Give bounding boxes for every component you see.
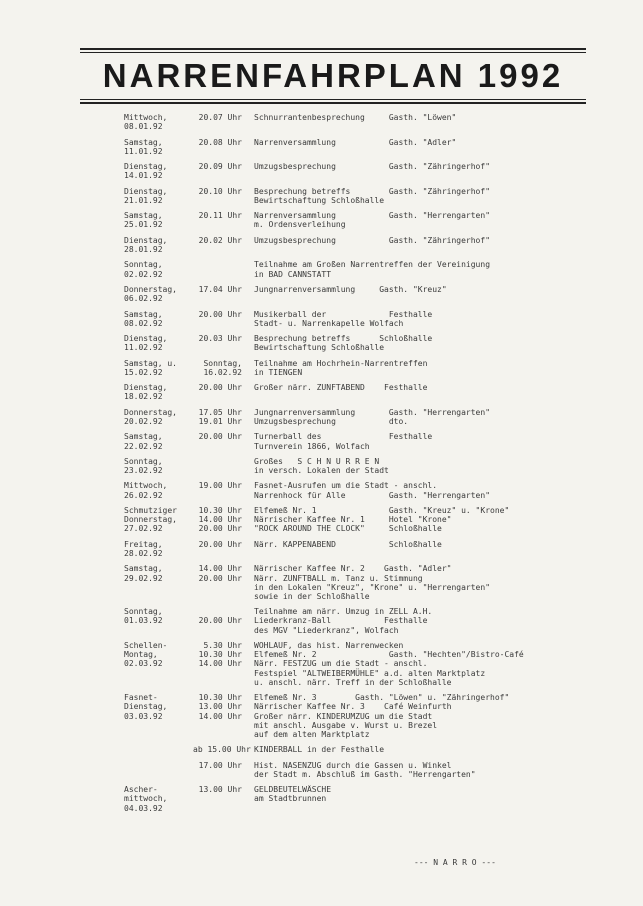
entry-day-line: Sonntag, xyxy=(124,260,163,270)
entry-event xyxy=(254,260,564,278)
entry-event-line: in BAD CANNSTATT xyxy=(254,269,332,279)
entry-time-line: 14.00 Uhr xyxy=(198,659,242,669)
entry-event xyxy=(254,138,564,156)
entry-day-line: 14.01.92 xyxy=(124,171,163,181)
entry-event-line: in TIENGEN xyxy=(254,367,303,377)
entry-time-line: 13.00 Uhr xyxy=(198,702,242,712)
entry-event-line: Festspiel "ALTWEIBERMÜHLE" a.d. alten Marktplatz xyxy=(254,668,486,678)
entry-time xyxy=(193,236,254,254)
entry-time xyxy=(193,138,254,156)
entry-day-line: 11.01.92 xyxy=(124,146,163,156)
entry-day xyxy=(124,138,193,156)
entry-event-line: Turnerball des Festhalle xyxy=(254,432,433,442)
entry-day-line: 06.02.92 xyxy=(124,294,163,304)
entry-time-line: 20.00 Uhr xyxy=(198,432,242,442)
entry-day-line: Samstag, xyxy=(124,309,163,319)
entry-time xyxy=(193,310,254,328)
entry-day-line: 11.02.92 xyxy=(124,343,163,353)
entry-day xyxy=(124,641,193,687)
entry-time xyxy=(193,334,254,352)
schedule-entry xyxy=(124,285,564,303)
entry-event-line: Bewirtschaftung Schloßhalle xyxy=(254,343,385,353)
entry-day xyxy=(124,785,193,813)
entry-time-line: 10.30 Uhr xyxy=(198,650,242,660)
entry-event xyxy=(254,211,564,229)
entry-event-line: der Stadt m. Abschluß im Gasth. "Herrengarten" xyxy=(254,769,476,779)
entry-time-line: 16.02.92 xyxy=(198,367,242,377)
entry-event xyxy=(254,481,564,499)
entry-time-line: 5.30 Uhr xyxy=(203,641,242,650)
schedule-entry xyxy=(124,334,564,352)
entry-event xyxy=(254,310,564,328)
entry-event xyxy=(254,693,564,739)
entry-time-line: 20.00 Uhr xyxy=(198,309,242,319)
entry-event-line: Besprechung betreffs Gasth. "Zähringerhof" xyxy=(254,186,491,196)
entry-event-line: Närrischer Kaffee Nr. 2 Gasth. "Adler" xyxy=(254,564,452,574)
entry-event-line: Närrischer Kaffee Nr. 1 Hotel "Krone" xyxy=(254,515,452,525)
entry-day xyxy=(124,383,193,401)
entry-day xyxy=(124,187,193,205)
entry-day-line: Dienstag, xyxy=(124,334,168,344)
entry-day-line: Dienstag, xyxy=(124,702,168,712)
entry-day-line: Freitag, xyxy=(124,539,163,549)
entry-event-line: des MGV "Liederkranz", Wolfach xyxy=(254,625,399,635)
entry-day-line: Dienstag, xyxy=(124,235,168,245)
schedule-entry xyxy=(124,745,564,754)
entry-time-line xyxy=(193,607,242,616)
entry-time-line: 20.03 Uhr xyxy=(198,334,242,344)
entry-time-line: 20.00 Uhr xyxy=(198,383,242,393)
entry-day xyxy=(124,310,193,328)
entry-day xyxy=(124,761,193,779)
entry-time-line: 14.00 Uhr xyxy=(198,515,242,525)
entry-event xyxy=(254,236,564,254)
entry-time-line: 13.00 Uhr xyxy=(198,785,242,795)
entry-day-line: 08.01.92 xyxy=(124,122,163,132)
entry-time xyxy=(193,641,254,687)
entry-day-line: 25.01.92 xyxy=(124,220,163,230)
entry-event xyxy=(254,162,564,180)
entry-time xyxy=(193,506,254,534)
entry-event-line: WOHLAUF, das hist. Narrenwecken xyxy=(254,641,404,650)
entry-time xyxy=(193,260,254,278)
schedule-entry xyxy=(124,607,564,635)
entry-day-line: 21.01.92 xyxy=(124,195,163,205)
entry-event-line: Narrenversammlung Gasth. "Adler" xyxy=(254,137,457,147)
entry-day-line: Donnerstag, xyxy=(124,515,177,525)
entry-time xyxy=(193,285,254,303)
entry-event xyxy=(254,564,564,601)
entry-event-line: Elfemeß Nr. 2 Gasth. "Hechten"/Bistro-Café xyxy=(254,650,524,660)
entry-day xyxy=(124,359,193,377)
entry-day xyxy=(124,334,193,352)
entry-day-line: 08.02.92 xyxy=(124,318,163,328)
entry-event-line: m. Ordensverleihung xyxy=(254,220,346,230)
entry-event-line: Teilnahme am närr. Umzug in ZELL A.H. xyxy=(254,607,433,617)
entry-event xyxy=(254,408,564,426)
schedule-list xyxy=(124,113,564,819)
schedule-entry xyxy=(124,693,564,739)
entry-day xyxy=(124,260,193,278)
schedule-entry xyxy=(124,359,564,377)
entry-time-line: 20.00 Uhr xyxy=(198,539,242,549)
entry-day-line: 23.02.92 xyxy=(124,466,163,476)
entry-event xyxy=(254,334,564,352)
entry-time-line xyxy=(193,260,242,269)
schedule-entry xyxy=(124,481,564,499)
entry-event-line: Jungnarrenversammlung Gasth. "Herrengarten" xyxy=(254,407,491,417)
entry-day-line: Samstag, xyxy=(124,211,163,221)
entry-day-line: Samstag, xyxy=(124,432,163,442)
entry-event-line: Narrenversammlung Gasth. "Herrengarten" xyxy=(254,211,491,221)
entry-time-line: 14.00 Uhr xyxy=(198,564,242,574)
entry-event-line: Teilnahme am Großen Narrentreffen der Vereinigung xyxy=(254,260,491,270)
schedule-entry xyxy=(124,310,564,328)
entry-day-line: Donnerstag, xyxy=(124,284,177,294)
entry-day xyxy=(124,693,193,739)
entry-event-line: "ROCK AROUND THE CLOCK" Schloßhalle xyxy=(254,524,442,534)
entry-day-line: 02.02.92 xyxy=(124,269,163,279)
entry-day-line: Schmutziger xyxy=(124,506,177,515)
entry-event-line: GELDBEUTELWÄSCHE xyxy=(254,785,332,795)
schedule-entry xyxy=(124,641,564,687)
entry-time xyxy=(193,607,254,635)
entry-time-line: 19.00 Uhr xyxy=(198,481,242,491)
entry-time-line xyxy=(193,457,242,466)
entry-event-line: Großer närr. KINDERUMZUG um die Stadt xyxy=(254,711,433,721)
entry-event-line: Närrischer Kaffee Nr. 3 Café Weinfurth xyxy=(254,702,452,712)
schedule-entry xyxy=(124,187,564,205)
entry-time xyxy=(193,761,254,779)
schedule-entry xyxy=(124,260,564,278)
entry-day-line: 28.02.92 xyxy=(124,548,163,558)
page-title: NARRENFAHRPLAN 1992 xyxy=(102,57,564,94)
entry-event-line: Elfemeß Nr. 1 Gasth. "Kreuz" u. "Krone" xyxy=(254,506,510,515)
entry-day-line: Dienstag, xyxy=(124,186,168,196)
entry-day-line: 22.02.92 xyxy=(124,441,163,451)
entry-day-line: Mittwoch, xyxy=(124,113,168,122)
entry-time xyxy=(193,383,254,401)
entry-time xyxy=(193,693,254,739)
entry-day-line: 29.02.92 xyxy=(124,573,163,583)
entry-event-line: sowie in der Schloßhalle xyxy=(254,591,370,601)
entry-event-line: Schnurrantenbesprechung Gasth. "Löwen" xyxy=(254,113,457,122)
schedule-entry xyxy=(124,432,564,450)
entry-time xyxy=(193,162,254,180)
entry-event-line: Fasnet-Ausrufen um die Stadt - anschl. xyxy=(254,481,438,491)
entry-time-line: Sonntag, xyxy=(198,358,242,368)
entry-time-line: 10.30 Uhr xyxy=(198,506,242,515)
entry-event-line: Umzugsbesprechung Gasth. "Zähringerhof" xyxy=(254,235,491,245)
entry-time xyxy=(193,785,254,813)
entry-event xyxy=(254,506,564,534)
entry-day-line: 26.02.92 xyxy=(124,490,163,500)
entry-event-line: KINDERBALL in der Festhalle xyxy=(254,745,385,755)
entry-event-line: Narrenhock für Alle Gasth. "Herrengarten" xyxy=(254,490,491,500)
entry-event-line: Hist. NASENZUG durch die Gassen u. Winkel xyxy=(254,760,452,770)
entry-day xyxy=(124,506,193,534)
entry-day-line: 20.02.92 xyxy=(124,416,163,426)
entry-day-line: Montag, xyxy=(124,650,158,660)
entry-day-line: Schellen- xyxy=(124,641,168,650)
entry-day-line: 27.02.92 xyxy=(124,524,163,534)
entry-day xyxy=(124,457,193,475)
entry-time xyxy=(193,745,254,754)
entry-time xyxy=(193,540,254,558)
entry-day xyxy=(124,564,193,601)
schedule-entry xyxy=(124,162,564,180)
entry-day-line: 15.02.92 xyxy=(124,367,163,377)
entry-day xyxy=(124,745,193,754)
title-block xyxy=(80,48,586,104)
entry-time-line: 20.02 Uhr xyxy=(198,235,242,245)
schedule-entry xyxy=(124,113,564,131)
entry-event xyxy=(254,785,564,813)
title-rule-bottom xyxy=(80,99,586,104)
entry-day-line: Fasnet- xyxy=(124,693,158,703)
entry-day-line: 18.02.92 xyxy=(124,392,163,402)
entry-time-line: 17.00 Uhr xyxy=(198,760,242,770)
entry-event-line: Närr. KAPPENABEND Schloßhalle xyxy=(254,539,442,549)
entry-event xyxy=(254,761,564,779)
entry-time xyxy=(193,113,254,131)
entry-event-line: Bewirtschaftung Schloßhalle xyxy=(254,195,385,205)
entry-day xyxy=(124,285,193,303)
entry-event xyxy=(254,383,564,401)
entry-day-line: Samstag, u. xyxy=(124,358,177,368)
entry-time-line: 20.10 Uhr xyxy=(198,186,242,196)
entry-time xyxy=(193,457,254,475)
entry-time-line: 20.08 Uhr xyxy=(198,137,242,147)
entry-event-line: Umzugsbesprechung Gasth. "Zähringerhof" xyxy=(254,162,491,172)
entry-time-line: 20.09 Uhr xyxy=(198,162,242,172)
entry-time xyxy=(193,481,254,499)
entry-time-line: 20.00 Uhr xyxy=(198,616,242,626)
entry-day-line: 02.03.92 xyxy=(124,659,163,669)
entry-day xyxy=(124,408,193,426)
entry-day-line xyxy=(124,745,193,754)
entry-day xyxy=(124,481,193,499)
entry-event xyxy=(254,745,564,754)
entry-time-line: ab 15.00 Uhr xyxy=(193,745,251,755)
schedule-entry xyxy=(124,211,564,229)
entry-event-line: Besprechung betreffs Schloßhalle xyxy=(254,334,433,344)
entry-event-line: Jungnarrenversammlung Gasth. "Kreuz" xyxy=(254,284,447,294)
entry-day xyxy=(124,540,193,558)
entry-event xyxy=(254,607,564,635)
entry-time-line: 20.00 Uhr xyxy=(198,573,242,583)
entry-time-line: 17.05 Uhr xyxy=(198,407,242,417)
entry-day xyxy=(124,211,193,229)
schedule-entry xyxy=(124,564,564,601)
entry-event-line: Großes S C H N U R R E N xyxy=(254,456,380,466)
schedule-entry xyxy=(124,761,564,779)
entry-day-line: Samstag, xyxy=(124,564,163,574)
entry-day-line: mittwoch, xyxy=(124,794,168,804)
entry-event xyxy=(254,457,564,475)
entry-day xyxy=(124,607,193,635)
schedule-entry xyxy=(124,236,564,254)
entry-event xyxy=(254,641,564,687)
entry-event xyxy=(254,187,564,205)
entry-event-line: Musikerball der Festhalle xyxy=(254,309,433,319)
schedule-entry xyxy=(124,408,564,426)
entry-event-line: u. anschl. närr. Treff in der Schloßhalle xyxy=(254,677,452,687)
entry-event-line: Närr. FESTZUG um die Stadt - anschl. xyxy=(254,659,428,669)
entry-time xyxy=(193,211,254,229)
entry-day xyxy=(124,162,193,180)
entry-day-line: 04.03.92 xyxy=(124,803,163,813)
entry-event xyxy=(254,113,564,131)
entry-time xyxy=(193,359,254,377)
entry-day-line: Dienstag, xyxy=(124,162,168,172)
entry-time-line: 14.00 Uhr xyxy=(198,711,242,721)
entry-day-line: 01.03.92 xyxy=(124,616,163,626)
entry-day xyxy=(124,236,193,254)
entry-event-line: mit anschl. Ausgabe v. Wurst u. Brezel xyxy=(254,720,438,730)
entry-event-line: in versch. Lokalen der Stadt xyxy=(254,466,389,476)
schedule-entry xyxy=(124,506,564,534)
entry-day-line: Ascher- xyxy=(124,785,158,795)
entry-event-line: in den Lokalen "Kreuz", "Krone" u. "Herrengarten" xyxy=(254,582,491,592)
entry-time-line: 19.01 Uhr xyxy=(198,416,242,426)
schedule-entry xyxy=(124,540,564,558)
entry-event-line: Elfemeß Nr. 3 Gasth. "Löwen" u. "Zähringerhof" xyxy=(254,693,510,703)
entry-day-line: 28.01.92 xyxy=(124,245,163,254)
entry-day-line: Donnerstag, xyxy=(124,407,177,417)
entry-time xyxy=(193,408,254,426)
entry-time xyxy=(193,187,254,205)
schedule-entry xyxy=(124,383,564,401)
entry-day-line: Sonntag, xyxy=(124,607,163,617)
entry-time xyxy=(193,432,254,450)
entry-event xyxy=(254,432,564,450)
entry-event-line: Liederkranz-Ball Festhalle xyxy=(254,616,428,626)
entry-event-line: Umzugsbesprechung dto. xyxy=(254,416,409,426)
entry-event-line: am Stadtbrunnen xyxy=(254,794,327,804)
entry-event-line: Teilnahme am Hochrhein-Narrentreffen xyxy=(254,358,428,368)
entry-time-line: 20.00 Uhr xyxy=(198,524,242,534)
signature: --- N A R R O --- xyxy=(414,858,496,867)
entry-event xyxy=(254,540,564,558)
schedule-entry xyxy=(124,457,564,475)
entry-event-line: Turnverein 1866, Wolfach xyxy=(254,441,370,451)
entry-time xyxy=(193,564,254,601)
entry-day-line: Dienstag, xyxy=(124,383,168,393)
entry-event-line: Großer närr. ZUNFTABEND Festhalle xyxy=(254,383,428,393)
entry-event xyxy=(254,359,564,377)
entry-day-line: Sonntag, xyxy=(124,456,163,466)
entry-time-line: 20.07 Uhr xyxy=(198,113,242,122)
entry-day xyxy=(124,432,193,450)
entry-day-line xyxy=(124,761,193,770)
entry-time-line: 10.30 Uhr xyxy=(198,693,242,703)
entry-day xyxy=(124,113,193,131)
schedule-entry xyxy=(124,785,564,813)
entry-time-line: 20.11 Uhr xyxy=(198,211,242,221)
entry-event-line: auf dem alten Marktplatz xyxy=(254,729,370,739)
schedule-entry xyxy=(124,138,564,156)
entry-day-line: Samstag, xyxy=(124,137,163,147)
entry-day-line: Mittwoch, xyxy=(124,481,168,491)
entry-time-line: 17.04 Uhr xyxy=(198,284,242,294)
entry-event-line: Närr. ZUNFTBALL m. Tanz u. Stimmung xyxy=(254,573,423,583)
entry-day-line: 03.03.92 xyxy=(124,711,163,721)
entry-event-line: Stadt- u. Narrenkapelle Wolfach xyxy=(254,318,404,328)
entry-event xyxy=(254,285,564,303)
